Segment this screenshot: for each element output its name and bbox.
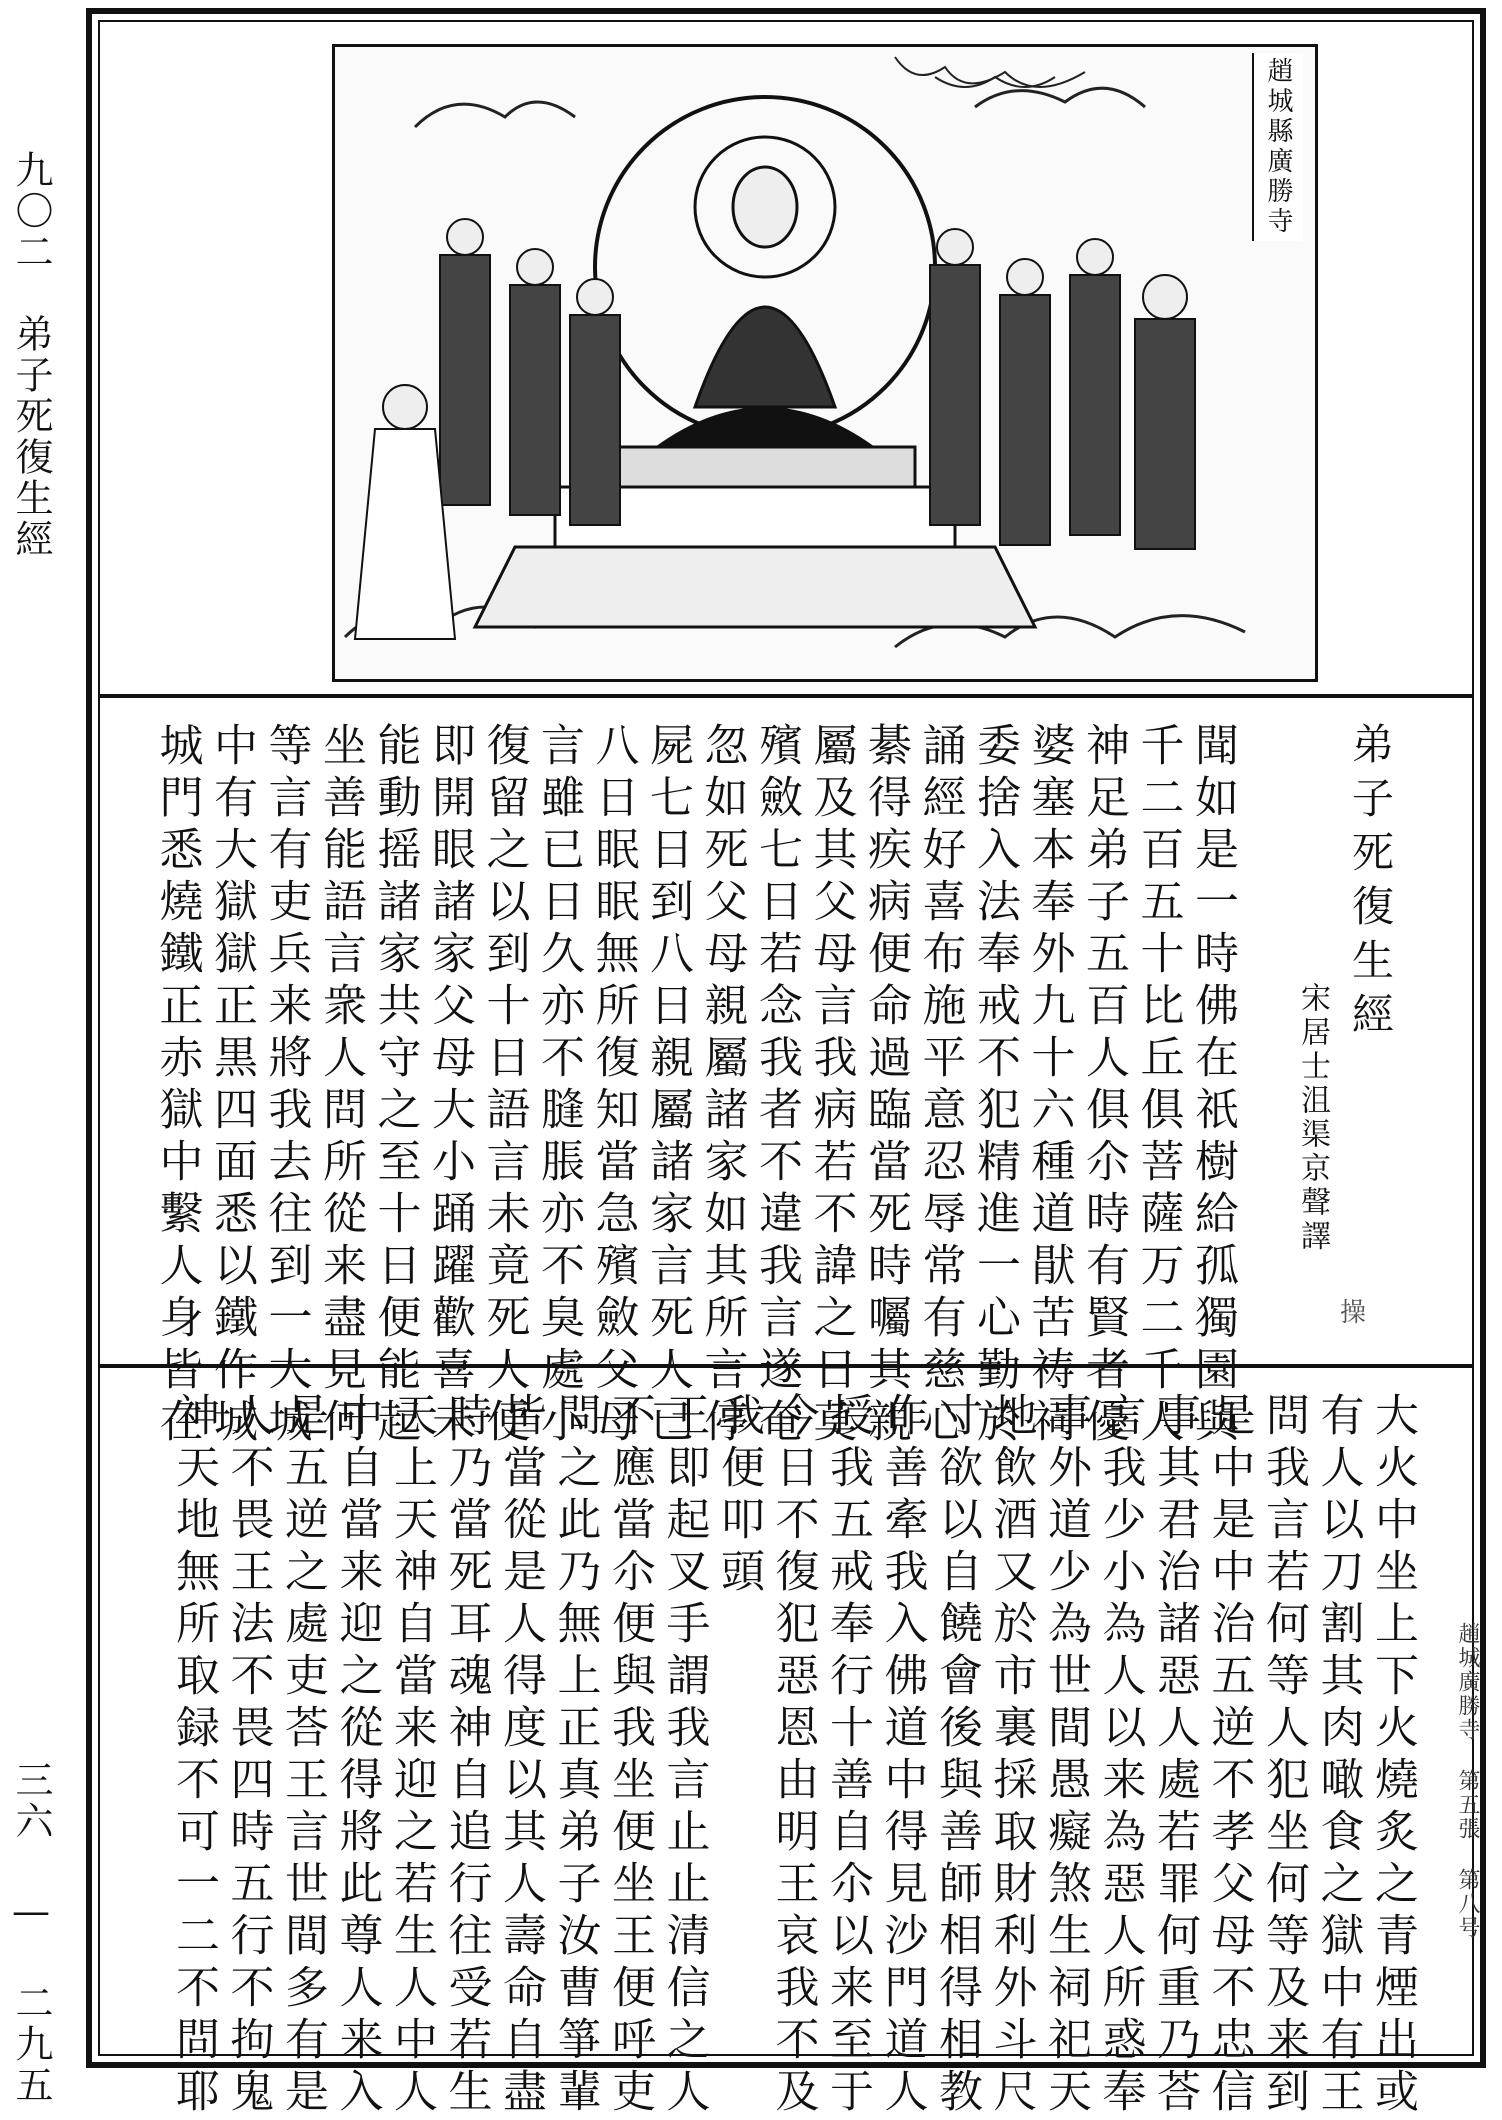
text-column: 神天地無所取録不可一二不問耶 <box>168 1392 219 2120</box>
text-column: 地飲酒又於市裏採取財利外斗尺 <box>985 1392 1037 2120</box>
text-column: 婆塞本奉外九十六種道猒苦祷祠 <box>1023 722 1075 1450</box>
text-column: 八日眠眠無所復知當急殯斂父母 <box>587 722 639 1450</box>
text-column: 聞如是一時佛在祇樹給孤獨園與 <box>1187 722 1238 1450</box>
text-column: 能動摇諸家共守之至十日便能起 <box>369 722 421 1450</box>
text-column: 不應當尒便與我坐便坐王便呼吏 <box>604 1392 655 2120</box>
page-frame-inner <box>98 20 1480 2120</box>
text-column: 殯斂七日若念我者不違我言遂奄 <box>751 722 802 1450</box>
text-column: 坐善能語言衆人問所從来盡見何 <box>315 722 366 1450</box>
text-column: 作善牽我入佛道中得見沙門道人 <box>876 1392 928 2120</box>
text-column: 人不畏王法不畏四時五行不拘鬼 <box>222 1392 274 2120</box>
text-column: 今日不復犯惡恩由明王哀我不及 <box>767 1392 819 2120</box>
text-column: 千二百五十比丘俱菩薩万二千人 <box>1132 722 1184 1450</box>
text-column: 神足弟子五百人俱尒時有賢者優 <box>1078 722 1129 1450</box>
text-column: 我便叩頭 <box>713 1392 764 1600</box>
text-column: 事其君治諸惡人處若罪何重乃荅 <box>1149 1392 1200 2120</box>
text-column: 事外道少為世間愚癡煞生祠祀天 <box>1040 1392 1091 2120</box>
text-column: 時乃當死耳魂神自追行往受若生 <box>440 1392 492 2120</box>
text-column: 言我少小為人以来為惡人所惑奉 <box>1094 1392 1146 2120</box>
text-column: 言雖已日久亦不膖脹亦不臭處小 <box>533 722 584 1450</box>
text-column: 屍七日到八日親屬諸家言死人已 <box>642 722 693 1450</box>
text-column: 授我五戒奉行十善自尒以来至于 <box>822 1392 873 2120</box>
block-number-note: 趙城廣勝寺 第五張 第八号 <box>1455 1622 1480 1940</box>
text-column: 王即起叉手謂我言止止清信之人 <box>658 1392 710 2120</box>
frontispiece-illustration <box>332 44 1318 682</box>
translator-line: 宋居士沮渠京聲譯 <box>1295 982 1330 1254</box>
illustration-drawing <box>335 47 1315 679</box>
temple-inscription: 趙城縣廣勝寺 <box>1252 53 1303 241</box>
text-column: 誦經好喜布施平意忍辱常有慈心 <box>914 722 966 1450</box>
divider-upper <box>100 694 1472 698</box>
text-column: 問我言若何等人犯坐何等及来到 <box>1258 1392 1309 2120</box>
text-column: 即開眼諸家父母大小踊躍歡喜未 <box>424 722 475 1450</box>
upper-text-panel <box>150 722 1470 1450</box>
text-column: 問之此乃無上正真弟子汝曹箏輩 <box>549 1392 601 2120</box>
lower-text-panel <box>130 1392 1430 2120</box>
page-number: 三六 — 二九五 <box>9 1760 53 2106</box>
running-title: 九〇二 弟子死復生經 <box>9 150 53 560</box>
text-column: 天上天神自當来迎之若生人中人 <box>386 1392 437 2120</box>
text-column: 委捨入法奉戒不犯精進一心勤於 <box>969 722 1020 1450</box>
text-column: 寸欲以自饒會後與善師相得相教 <box>931 1392 982 2120</box>
text-column: 中有大獄獄正黒四面悉以鐵作城 <box>206 722 257 1450</box>
text-column: 綦得疾病便命過臨當死時囑其親 <box>860 722 911 1450</box>
sutra-title: 弟子死復生經 <box>1346 722 1395 1046</box>
text-column: 屬及其父母言我病若不諱之日莫 <box>805 722 857 1450</box>
text-column: 是五逆之處吏荅王言世間多有是 <box>277 1392 328 2120</box>
text-column: 忽如死父母親屬諸家如其所言停 <box>696 722 748 1450</box>
text-column: 是中是中治五逆不孝父母不忠信 <box>1203 1392 1255 2120</box>
seal-stamp: 操 <box>1340 1298 1367 1328</box>
text-column: 復留之以到十日語言未竟死人便 <box>478 722 530 1450</box>
text-column: 有人以刀割其肉噉食之獄中有王 <box>1312 1392 1364 2120</box>
page-frame <box>86 8 1486 2120</box>
text-column: 皆當從是人得度以其人壽命自盡 <box>495 1392 546 2120</box>
text-column: 大火中坐上下火燒炙之青煙出或 <box>1367 1392 1418 2120</box>
text-column: 中自當来迎之從得將此尊人来入 <box>331 1392 383 2120</box>
text-column: 城門悉燒鐵正赤獄中繫人身皆在 <box>151 722 203 1450</box>
text-column: 等言有吏兵来將我去往到一大城 <box>260 722 312 1450</box>
